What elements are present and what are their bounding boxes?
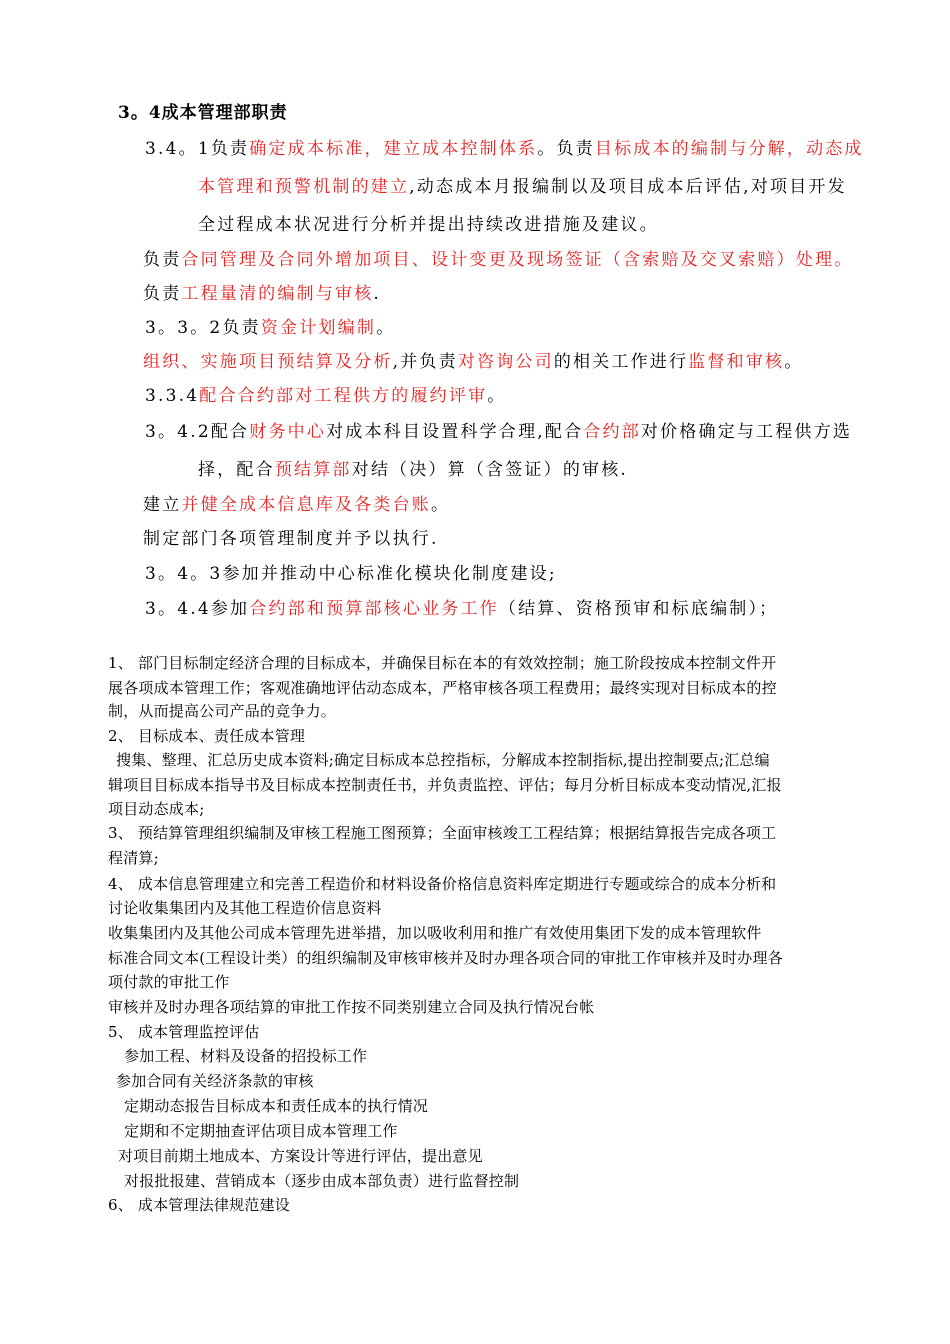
section-line — [145, 313, 395, 338]
text-segment: 。 — [431, 495, 451, 515]
section-line — [145, 594, 778, 619]
section-line — [143, 245, 853, 270]
body-line: 审核并及时办理各项结算的审批工作按不同类别建立合同及执行情况台帐 — [108, 998, 595, 1016]
highlighted-text: 对咨询公司 — [457, 352, 554, 372]
body-line: 制，从而提高公司产品的竞争力。 — [108, 702, 337, 720]
body-line: 对报批报建、营销成本（逐步由成本部负责）进行监督控制 — [124, 1172, 520, 1190]
text-segment: 的相关工作进行 — [553, 352, 689, 372]
text-segment: 3。3。2负责 — [145, 318, 261, 338]
highlighted-text: 合同管理及合同外增加项目、设计变更及现场签证（含索赔及交叉索赔）处理。 — [181, 250, 854, 270]
text-segment: （结算、资格预审和标底编制）； — [498, 599, 779, 619]
section-line — [143, 524, 439, 549]
text-segment: 3。4.4参加 — [145, 599, 250, 619]
text-segment: 建立 — [143, 495, 182, 515]
text-segment: 3。4。3参加并推动中心标准化模块化制度建设; — [145, 564, 557, 584]
body-line: 定期动态报告目标成本和责任成本的执行情况 — [124, 1097, 429, 1115]
body-line: 2、 目标成本、责任成本管理 — [108, 727, 306, 745]
text-segment: 3。4.2配合 — [145, 422, 250, 442]
section-heading: 3。4成本管理部职责 — [118, 103, 288, 123]
body-line: 搜集、整理、汇总历史成本资料;确定目标成本总控指标，分解成本控制指标,提出控制要点;汇总编 — [116, 751, 770, 769]
section-line — [143, 490, 450, 515]
section-line — [198, 455, 628, 480]
highlighted-text: 合约部和预算部核心业务工作 — [249, 599, 499, 619]
body-line: 定期和不定期抽查评估项目成本管理工作 — [124, 1122, 398, 1140]
text-segment: 对结（决）算（含签证）的审核. — [351, 460, 629, 480]
text-segment: 制定部门各项管理制度并予以执行. — [143, 529, 439, 549]
text-segment: 负责 — [143, 250, 182, 270]
highlighted-text: 工程量清的编制与审核 — [181, 284, 374, 304]
body-line: 参加工程、材料及设备的招投标工作 — [124, 1047, 368, 1065]
text-segment: 3.4。1负责 — [145, 139, 250, 159]
body-line: 5、 成本管理监控评估 — [108, 1023, 260, 1041]
text-segment: 对价格确定与工程供方选 — [640, 422, 853, 442]
highlighted-text: 财务中心 — [249, 422, 327, 442]
body-line: 辑项目目标成本指导书及目标成本控制责任书，并负责监控、评估；每月分析目标成本变动情况,汇报 — [108, 776, 782, 794]
highlighted-text: 确定成本标准，建立成本控制体系 — [249, 139, 538, 159]
text-segment: ,动态成本月报编制以及项目成本后评估,对项目开发 — [409, 177, 847, 197]
text-segment: 负责 — [143, 284, 182, 304]
body-line: 项目动态成本; — [108, 800, 205, 818]
section-line — [145, 134, 864, 159]
body-line: 3、 预结算管理组织编制及审核工程施工图预算；全面审核竣工工程结算；根据结算报告完成各项工 — [108, 824, 777, 842]
text-segment: . — [373, 284, 382, 304]
section-line — [143, 347, 803, 372]
highlighted-text: 本管理和预警机制的建立 — [198, 177, 410, 197]
highlighted-text: 资金计划编制 — [260, 318, 377, 338]
section-line — [143, 279, 381, 304]
body-line: 展各项成本管理工作；客观准确地评估动态成本，严格审核各项工程费用；最终实现对目标成本的控 — [108, 679, 777, 697]
section-line — [145, 559, 557, 584]
body-line: 程清算; — [108, 849, 159, 867]
text-segment: 3.3.4 — [145, 386, 200, 406]
body-line: 标准合同文本(工程设计类）的组织编制及审核审核并及时办理各项合同的审批工作审核并及时办理各 — [108, 949, 783, 967]
body-line: 对项目前期土地成本、方案设计等进行评估，提出意见 — [118, 1147, 483, 1165]
highlighted-text: 并健全成本信息库及各类台账 — [181, 495, 432, 515]
highlighted-text: 合约部 — [583, 422, 641, 442]
highlighted-text: 配合合约部对工程供方的履约评审 — [199, 386, 488, 406]
body-line: 讨论收集集团内及其他工程造价信息资料 — [108, 899, 382, 917]
section-line — [145, 381, 506, 406]
text-segment: 全过程成本状况进行分析并提出持续改进措施及建议。 — [198, 215, 659, 235]
section-line — [145, 417, 852, 442]
section-line — [198, 172, 847, 197]
highlighted-text: 组织、实施项目预结算及分析 — [143, 352, 393, 372]
body-line: 收集集团内及其他公司成本管理先进举措，加以吸收利用和推广有效使用集团下发的成本管理软件 — [108, 924, 762, 942]
body-line: 6、 成本管理法律规范建设 — [108, 1196, 290, 1214]
text-segment: 。 — [784, 352, 804, 372]
highlighted-text: 监督和审核 — [688, 352, 785, 372]
body-line: 4、 成本信息管理建立和完善工程造价和材料设备价格信息资料库定期进行专题或综合的成本分析和 — [108, 875, 777, 893]
text-segment: 。负责 — [537, 139, 595, 159]
text-segment: 。 — [487, 386, 507, 406]
body-line: 1、 部门目标制定经济合理的目标成本，并确保目标在本的有效效控制；施工阶段按成本控制文件开 — [108, 654, 777, 672]
body-line: 参加合同有关经济条款的审核 — [116, 1072, 314, 1090]
text-segment: 择，配合 — [198, 460, 275, 480]
highlighted-text: 动态成 — [806, 139, 864, 159]
highlighted-text: 预结算部 — [274, 460, 352, 480]
text-segment: 。 — [376, 318, 396, 338]
text-segment: 对成本科目设置科学合理,配合 — [326, 422, 584, 442]
section-line — [198, 210, 659, 235]
highlighted-text: 目标成本的编制与分解， — [594, 139, 807, 159]
text-segment: ,并负责 — [392, 352, 458, 372]
body-line: 项付款的审批工作 — [108, 973, 230, 991]
